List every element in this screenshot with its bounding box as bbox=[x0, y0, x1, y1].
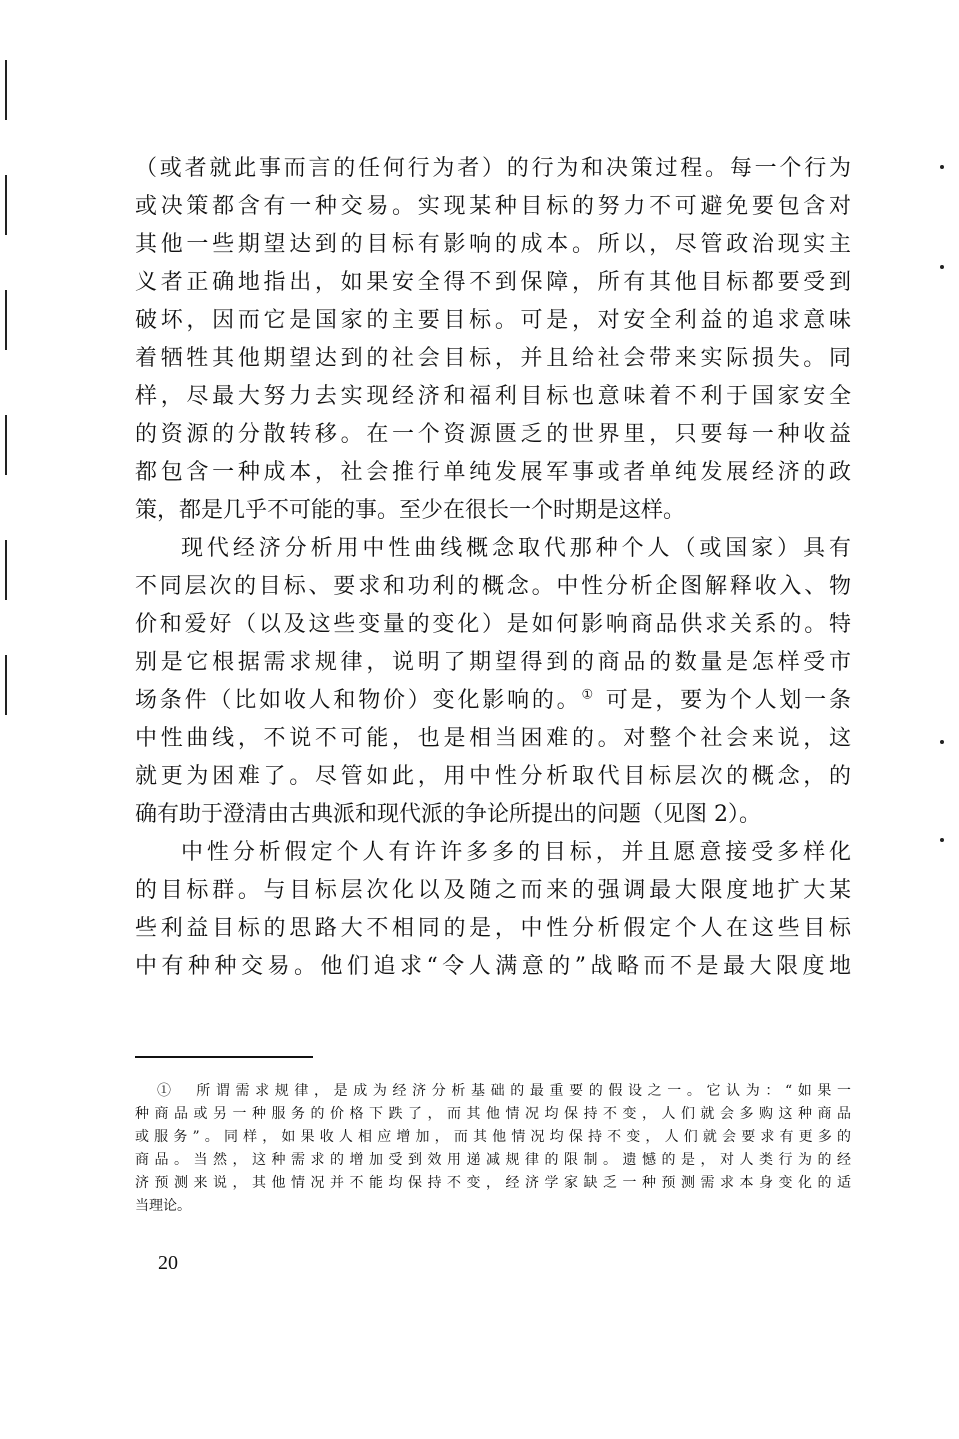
scan-artifact-dot bbox=[940, 740, 944, 744]
footnote-reference: ① bbox=[581, 687, 596, 703]
scan-artifact-mark bbox=[5, 290, 7, 350]
text-line: 其他一些期望达到的目标有影响的成本。所以，尽管政治现实主 bbox=[135, 232, 851, 257]
text-line: 别是它根据需求规律，说明了期望得到的商品的数量是怎样受市 bbox=[135, 650, 851, 675]
scan-artifact-mark bbox=[5, 175, 7, 235]
text-line: 现代经济分析用中性曲线概念取代那种个人（或国家）具有 bbox=[181, 536, 851, 561]
text-line: 价和爱好（以及这些变量的变化）是如何影响商品供求关系的。特 bbox=[135, 612, 851, 637]
scan-artifact-mark bbox=[5, 60, 7, 120]
main-body-text bbox=[135, 150, 851, 986]
footnote-line: 济预测来说，其他情况并不能均保持不变，经济学家缺乏一种预测需求本身变化的适 bbox=[135, 1175, 851, 1191]
text-line-with-footnote bbox=[135, 682, 851, 720]
footnote-marker: ① bbox=[157, 1083, 177, 1099]
text-line: 中性分析假定个人有许许多多的目标，并且愿意接受多样化 bbox=[181, 840, 851, 865]
scan-artifact-mark bbox=[5, 415, 7, 475]
text-line: 破坏，因而它是国家的主要目标。可是，对安全利益的追求意味 bbox=[135, 308, 851, 333]
footnote-line: 种商品或另一种服务的价格下跌了，而其他情况均保持不变，人们就会多购这种商品 bbox=[135, 1106, 851, 1122]
footnote-line: 商品。当然，这种需求的增加受到效用递减规律的限制。遗憾的是，对人类行为的经 bbox=[135, 1152, 851, 1168]
text-line: 中性曲线，不说不可能，也是相当困难的。对整个社会来说，这 bbox=[135, 726, 851, 751]
scan-artifact-dot bbox=[940, 838, 944, 842]
text-line: 或决策都含有一种交易。实现某种目标的努力不可避免要包含对 bbox=[135, 194, 851, 219]
page-number: 20 bbox=[158, 1252, 178, 1274]
text-line: 确有助于澄清由古典派和现代派的争论所提出的问题（见图 2）。 bbox=[135, 802, 761, 827]
text-line: 些利益目标的思路大不相同的是，中性分析假定个人在这些目标 bbox=[135, 916, 851, 941]
text-line: 的资源的分散转移。在一个资源匮乏的世界里，只要每一种收益 bbox=[135, 422, 851, 447]
text-line: （或者就此事而言的任何行为者）的行为和决策过程。每一个行为 bbox=[135, 156, 851, 181]
scan-artifact-dot bbox=[940, 165, 944, 169]
text-line: 都包含一种成本，社会推行单纯发展军事或者单纯发展经济的政 bbox=[135, 460, 851, 485]
text-line: 就更为困难了。尽管如此，用中性分析取代目标层次的概念，的 bbox=[135, 764, 851, 789]
text-line: 不同层次的目标、要求和功利的概念。中性分析企图解释收入、物 bbox=[135, 574, 851, 599]
scan-artifact-mark bbox=[5, 655, 7, 715]
scan-artifact-mark bbox=[5, 540, 7, 600]
footnote-text: 所谓需求规律，是成为经济分析基础的最重要的假设之一。它认为：“如果一 bbox=[190, 1083, 851, 1099]
text-segment: 可是，要为个人划一条 bbox=[595, 688, 851, 713]
text-line: 着牺牲其他期望达到的社会目标，并且给社会带来实际损失。同 bbox=[135, 346, 851, 371]
text-line: 义者正确地指出，如果安全得不到保障，所有其他目标都要受到 bbox=[135, 270, 851, 295]
footnote-line: 或服务”。同样，如果收人相应增加，而其他情况均保持不变，人们就会要求有更多的 bbox=[135, 1129, 851, 1145]
text-line: 中有种种交易。他们追求“令人满意的”战略而不是最大限度地 bbox=[135, 954, 851, 979]
footnote-line bbox=[135, 1080, 851, 1103]
text-line: 的目标群。与目标层次化以及随之而来的强调最大限度地扩大某 bbox=[135, 878, 851, 903]
text-line: 样，尽最大努力去实现经济和福利目标也意味着不利于国家安全 bbox=[135, 384, 851, 409]
text-segment: 场条件（比如收人和物价）变化影响的。 bbox=[135, 688, 582, 713]
footnote-divider bbox=[135, 1056, 313, 1058]
footnote-line: 当理论。 bbox=[135, 1198, 191, 1214]
scan-artifact-dot bbox=[940, 265, 944, 269]
footnote-block bbox=[135, 1080, 851, 1218]
text-line: 策，都是几乎不可能的事。至少在很长一个时期是这样。 bbox=[135, 498, 686, 523]
